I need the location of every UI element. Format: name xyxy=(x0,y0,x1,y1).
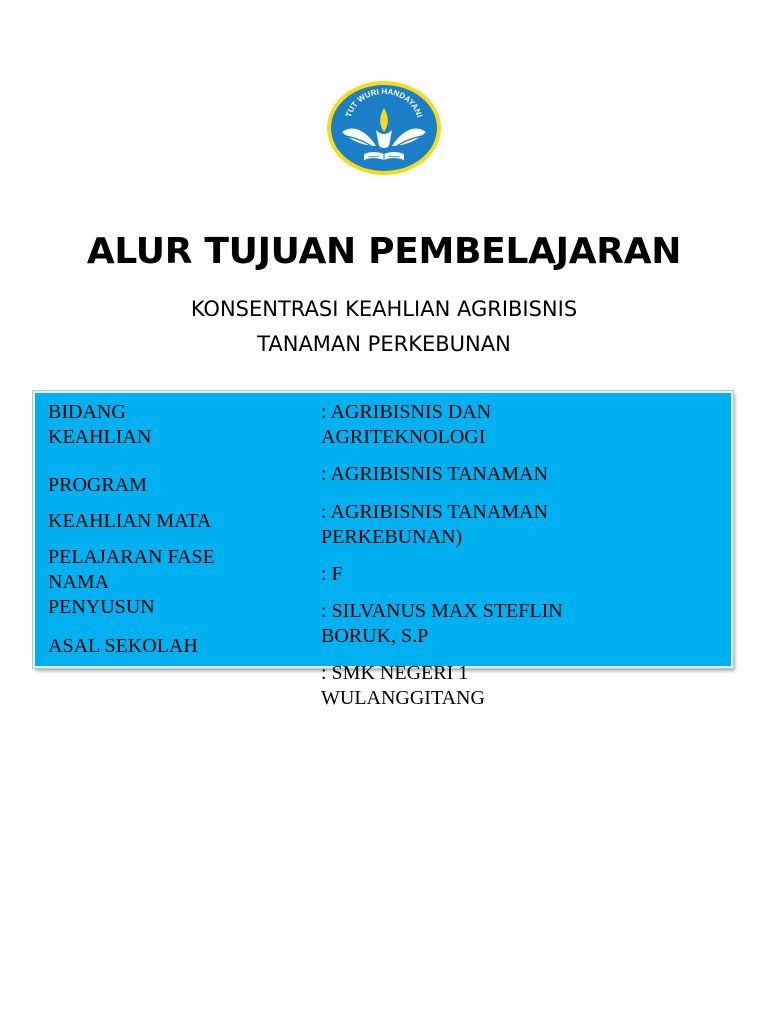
label-pelajaran-fase: PELAJARAN FASE xyxy=(48,546,215,568)
svg-text:TUT WURI HANDAYANI: TUT WURI HANDAYANI xyxy=(343,86,425,119)
value-sekolah-line-2: WULANGGITANG xyxy=(321,687,485,709)
value-bidang-line-1: : AGRIBISNIS DAN xyxy=(321,401,492,423)
label-program: PROGRAM xyxy=(48,474,147,496)
value-program: : AGRIBISNIS TANAMAN xyxy=(321,463,548,485)
value-konsentrasi-line-2: PERKEBUNAN) xyxy=(321,526,463,548)
value-sekolah-line-1: : SMK NEGERI 1 xyxy=(321,662,469,684)
tut-wuri-handayani-logo xyxy=(326,80,442,176)
subtitle-line-2: TANAMAN PERKEBUNAN xyxy=(257,332,511,356)
label-penyusun: PENYUSUN xyxy=(48,596,155,618)
label-bidang: BIDANG xyxy=(48,401,126,423)
subtitle-line-1: KONSENTRASI KEAHLIAN AGRIBISNIS xyxy=(190,297,578,321)
label-asal-sekolah: ASAL SEKOLAH xyxy=(48,635,198,657)
label-keahlian: KEAHLIAN xyxy=(48,426,152,448)
label-keahlian-mata: KEAHLIAN MATA xyxy=(48,510,212,532)
value-fase: : F xyxy=(321,563,343,585)
value-konsentrasi-line-1: : AGRIBISNIS TANAMAN xyxy=(321,501,548,523)
value-bidang-line-2: AGRITEKNOLOGI xyxy=(321,426,486,448)
value-penyusun-line-1: : SILVANUS MAX STEFLIN xyxy=(321,600,563,622)
value-penyusun-line-2: BORUK, S.P xyxy=(321,625,429,647)
label-nama: NAMA xyxy=(48,571,110,593)
document-title: ALUR TUJUAN PEMBELAJARAN xyxy=(86,231,682,272)
